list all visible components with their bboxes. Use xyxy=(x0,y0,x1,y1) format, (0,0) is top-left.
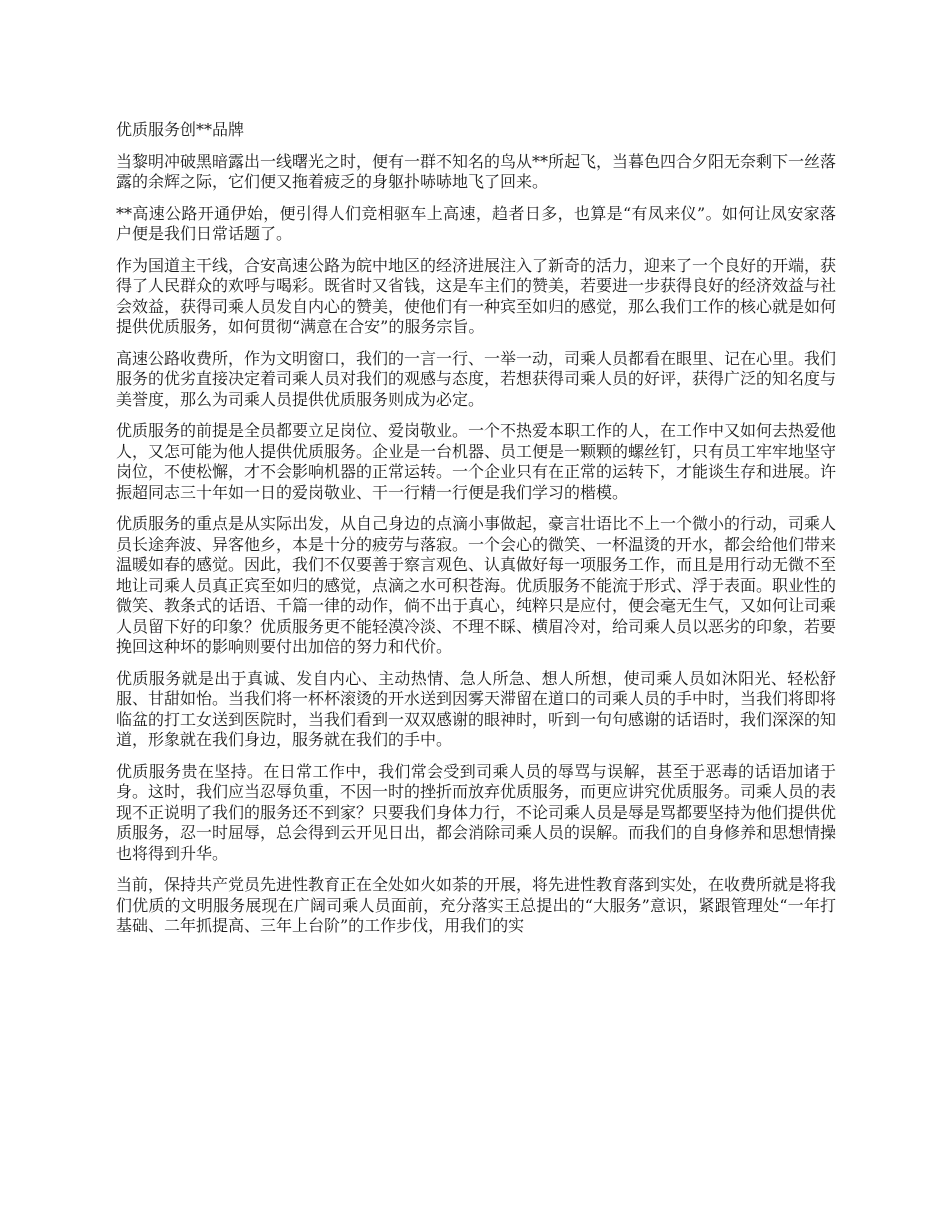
document-page xyxy=(116,120,836,948)
paragraph-8: 优质服务贵在坚持。在日常工作中，我们常会受到司乘人员的辱骂与误解，甚至于恶毒的话语加诸于身。这时，我们应当忍辱负重，不因一时的挫折而放弃优质服务，而更应讲究优质服务。司乘人员的表现不正说明了我们的服务还不到家？只要我们身体力行，不论司乘人员是辱是骂都要坚持为他们提供优质服务，忍一时屈辱，总会得到云开见日出，都会消除司乘人员的误解。而我们的自身修养和思想情操也将得到升华。 xyxy=(116,761,837,863)
paragraph-5: 优质服务的前提是全员都要立足岗位、爱岗敬业。一个不热爱本职工作的人，在工作中又如何去热爱他人，又怎可能为他人提供优质服务。企业是一台机器、员工便是一颗颗的螺丝钉，只有员工牢牢地坚守岗位，不使松懈，才不会影响机器的正常运转。一个企业只有在正常的运转下，才能谈生存和进展。许振超同志三十年如一日的爱岗敬业、干一行精一行便是我们学习的楷模。 xyxy=(116,421,837,502)
paragraph-9: 当前，保持共产党员先进性教育正在全处如火如荼的开展，将先进性教育落到实处，在收费所就是将我们优质的文明服务展现在广阔司乘人员面前，充分落实王总提出的“大服务”意识，紧跟管理处“一年打基础、二年抓提高、三年上台阶”的工作步伐，用我们的实 xyxy=(116,875,837,935)
paragraph-4: 高速公路收费所，作为文明窗口，我们的一言一行、一举一动，司乘人员都看在眼里、记在心里。我们服务的优劣直接决定着司乘人员对我们的观感与态度，若想获得司乘人员的好评，获得广泛的知名度与美誉度，那么为司乘人员提供优质服务则成为必定。 xyxy=(116,348,837,409)
paragraph-7: 优质服务就是出于真诚、发自内心、主动热情、急人所急、想人所想，使司乘人员如沐阳光、轻松舒服、甘甜如怡。当我们将一杯杯滚烫的开水送到因雾天滞留在道口的司乘人员的手中时，当我们将即将临盆的打工女送到医院时，当我们看到一双双感谢的眼神时，听到一句句感谢的话语时，我们深深的知道，形象就在我们身边，服务就在我们的手中。 xyxy=(116,668,837,749)
paragraph-6: 优质服务的重点是从实际出发，从自己身边的点滴小事做起，豪言壮语比不上一个微小的行动，司乘人员长途奔波、异客他乡，本是十分的疲劳与落寂。一个会心的微笑、一杯温烫的开水，都会给他们带来温暖如春的感觉。因此，我们不仅要善于察言观色、认真做好每一项服务工作，而且是用行动无微不至地让司乘人员真正宾至如归的感觉，点滴之水可积苍海。优质服务不能流于形式、浮于表面。职业性的微笑、教条式的话语、千篇一律的动作，倘不出于真心，纯粹只是应付，便会毫无生气，又如何让司乘人员留下好的印象？优质服务更不能轻漠冷淡、不理不睬、横眉冷对，给司乘人员以恶劣的印象，若要挽回这种坏的影响则要付出加倍的努力和代价。 xyxy=(116,514,837,656)
paragraph-2: **高速公路开通伊始，便引得人们竞相驱车上高速，趋者日多，也算是“有凤来仪”。如何让凤安家落户便是我们日常话题了。 xyxy=(116,203,836,243)
document-title: 优质服务创**品牌 xyxy=(116,120,245,139)
paragraph-1: 当黎明冲破黑暗露出一线曙光之时，便有一群不知名的鸟从**所起飞，当暮色四合夕阳无奈剩下一丝落露的余辉之际，它们便又拖着疲乏的身躯扑哧哧地飞了回来。 xyxy=(116,151,837,191)
paragraph-3: 作为国道主干线，合安高速公路为皖中地区的经济进展注入了新奇的活力，迎来了一个良好的开端，获得了人民群众的欢呼与喝彩。既省时又省钱，这是车主们的赞美，若要进一步获得良好的经济效益与社会效益，获得司乘人员发自内心的赞美，使他们有一种宾至如归的感觉，那么我们工作的核心就是如何提供优质服务，如何贯彻“满意在合安”的服务宗旨。 xyxy=(116,255,837,336)
